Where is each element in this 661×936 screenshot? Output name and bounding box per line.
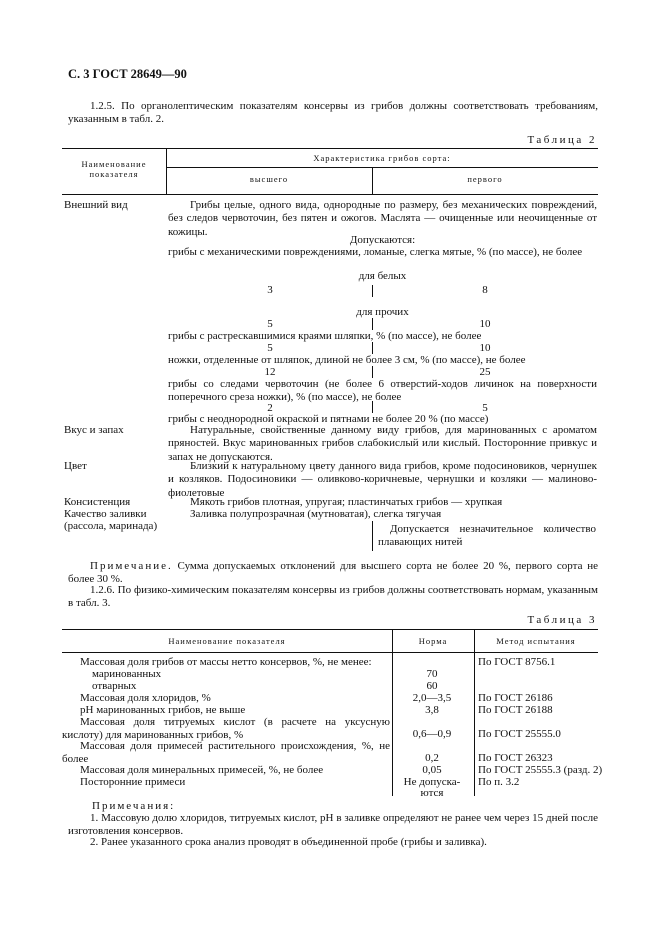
row-label-appearance: Внешний вид xyxy=(64,199,128,211)
col-header-name: Наименование показателя xyxy=(81,159,147,180)
col-header-first: первого xyxy=(467,174,503,184)
page-header: С. 3 ГОСТ 28649—90 xyxy=(68,67,187,81)
note-table-2: Примечание. Сумма допускаемых отклонений для высшего сорта не более 20 %, первого сорта не более 30 %. xyxy=(68,560,598,586)
row-label-taste: Вкус и запах xyxy=(64,424,124,436)
table-3-caption: Таблица 3 xyxy=(527,614,597,626)
notes-title: Примечания: xyxy=(92,800,176,812)
table-2-caption: Таблица 2 xyxy=(527,134,597,146)
row-label-color: Цвет xyxy=(64,460,87,472)
value-white-highest: 3 xyxy=(267,284,273,296)
table-2-top-rule xyxy=(62,148,598,149)
table-3-top-rule xyxy=(62,629,598,630)
appearance-text: Грибы целые, одного вида, однородные по размеру, без механических повреждений, без следов червоточин, без пятен и ожогов. Маслята — очищенные или неочищенные от кожицы. xyxy=(168,199,597,238)
row-label-consistency: Консистенция xyxy=(64,496,131,508)
paragraph-1-2-6: 1.2.6. По физико-химическим показателям консервы из грибов должны соответствовать нормам, указанным в табл. 3. xyxy=(68,584,598,610)
paragraph-1-2-5: 1.2.5. По органолептическим показателям консервы из грибов должны соответствовать требованиям, указанным в табл. 2. xyxy=(68,100,598,126)
col-header-characteristic: Характеристика грибов сорта: xyxy=(313,153,451,163)
col-header-highest: высшего xyxy=(249,174,289,184)
value-white-first: 8 xyxy=(482,284,488,296)
row-label-fill: Качество заливки xyxy=(64,508,147,520)
